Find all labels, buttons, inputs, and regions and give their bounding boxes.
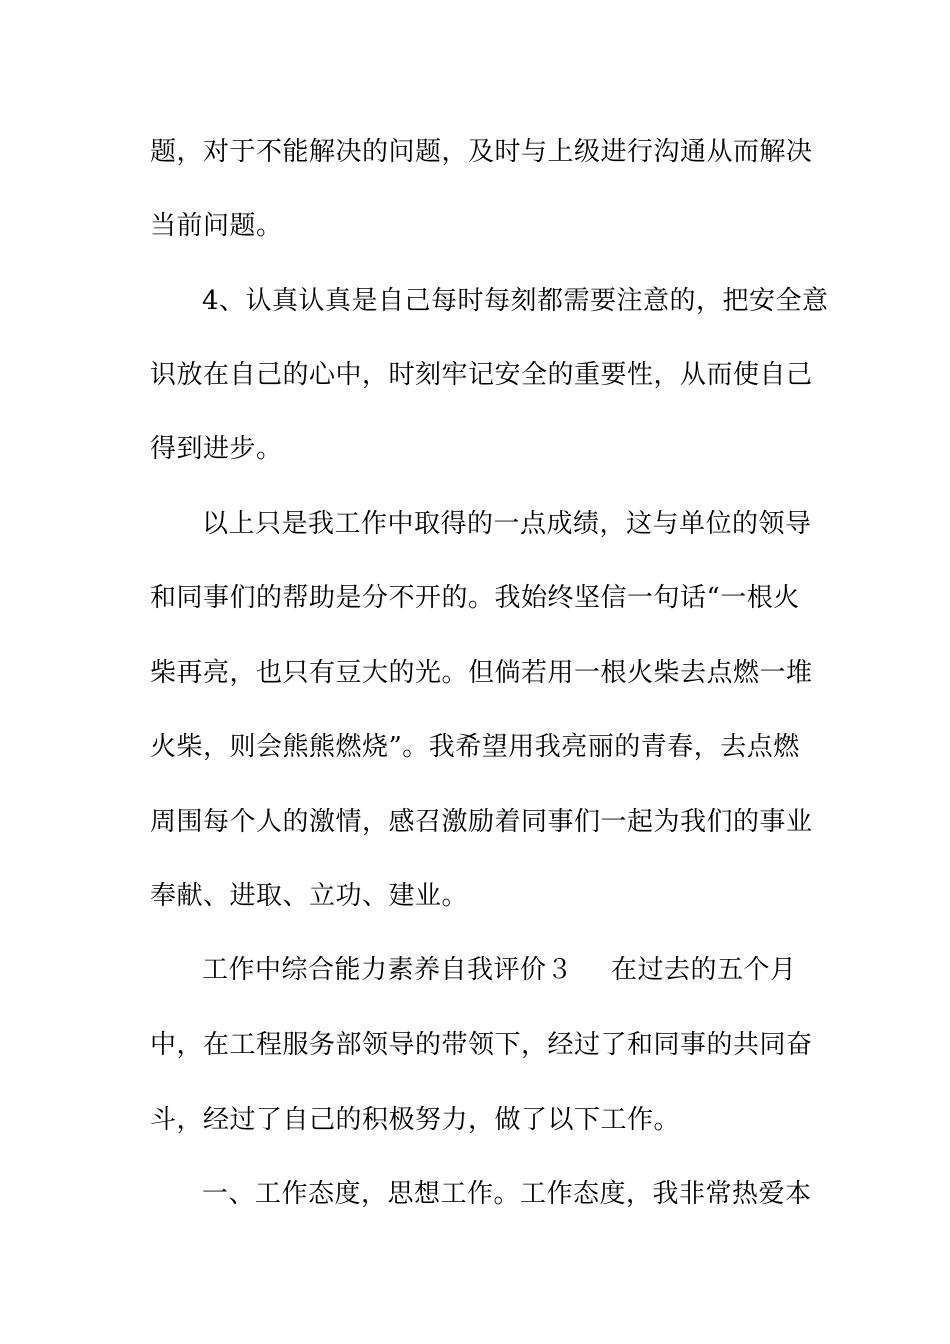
text-line: 奉献、进取、立功、建业。 <box>150 881 469 911</box>
text-line: 当前问题。 <box>150 211 283 241</box>
text-line: 4、认真认真是自己每时每刻都需要注意的，把安全意 <box>202 286 829 316</box>
text-line: 周围每个人的激情，感召激励着同事们一起为我们的事业 <box>150 807 813 837</box>
text-line: 中，在工程服务部领导的带领下，经过了和同事的共同奋 <box>150 1030 813 1060</box>
section-heading: 工作中综合能力素养自我评价３ <box>202 955 574 985</box>
text-line: 柴再亮，也只有豆大的光。但倘若用一根火柴去点燃一堆 <box>150 658 813 688</box>
text-line: 得到进步。 <box>150 434 283 464</box>
text-line: 一、工作态度，思想工作。工作态度，我非常热爱本 <box>202 1179 812 1209</box>
text-line: 和同事们的帮助是分不开的。我始终坚信一句话“一根火 <box>150 583 800 613</box>
section-heading-line <box>202 950 797 990</box>
text-line: 题，对于不能解决的问题，及时与上级进行沟通从而解决 <box>150 137 813 167</box>
text-line: 火柴，则会熊熊燃烧”。我希望用我亮丽的青春，去点燃 <box>150 732 800 762</box>
text-line: 以上只是我工作中取得的一点成绩，这与单位的领导 <box>202 509 812 539</box>
text-fragment: 在过去的五个月 <box>611 955 797 985</box>
text-line: 斗，经过了自己的积极努力，做了以下工作。 <box>150 1105 681 1135</box>
text-line: 识放在自己的心中，时刻牢记安全的重要性，从而使自己 <box>150 360 813 390</box>
